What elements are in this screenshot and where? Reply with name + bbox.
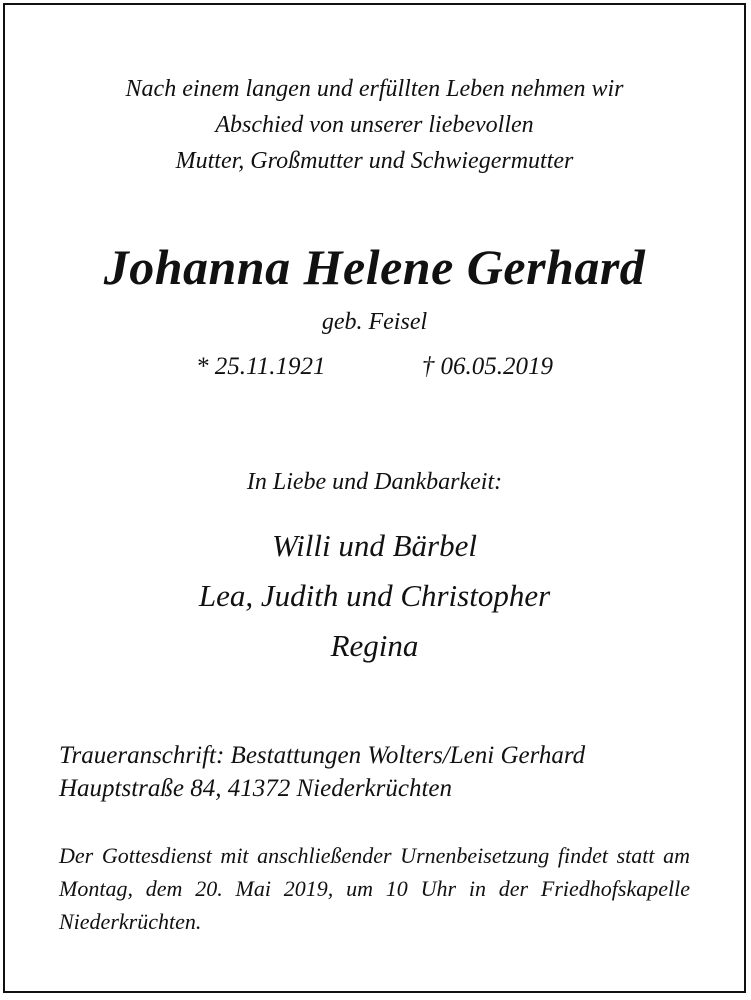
life-dates xyxy=(5,351,744,383)
address-line: Traueranschrift: Bestattungen Wolters/Leni Gerhard xyxy=(59,742,586,769)
address-line: Hauptstraße 84, 41372 Niederkrüchten xyxy=(59,775,453,802)
mourner-line: Willi und Bärbel xyxy=(272,528,477,563)
mourner-line: Regina xyxy=(330,628,419,663)
intro-text xyxy=(5,71,744,179)
intro-line: Nach einem langen und erfüllten Leben nehmen wir xyxy=(125,76,624,102)
birth-name: geb. Feisel xyxy=(321,309,428,335)
thanks-line: In Liebe und Dankbarkeit: xyxy=(246,469,503,495)
mourners-list xyxy=(5,521,744,671)
intro-line: Abschied von unserer liebevollen xyxy=(215,112,534,138)
deceased-name: Johanna Helene Gerhard xyxy=(103,239,646,295)
birth-date: * 25.11.1921 xyxy=(196,353,326,380)
death-date: † 06.05.2019 xyxy=(421,353,553,380)
mourner-line: Lea, Judith und Christopher xyxy=(198,578,551,613)
mourning-address xyxy=(59,739,690,805)
service-info: Der Gottesdienst mit anschließender Urnenbeisetzung findet statt am Montag, dem 20. Mai 2019, um 10 Uhr in der Friedhofskapelle Niederkrüchten. xyxy=(59,843,690,934)
obituary-notice xyxy=(3,3,746,993)
intro-line: Mutter, Großmutter und Schwiegermutter xyxy=(175,148,574,174)
